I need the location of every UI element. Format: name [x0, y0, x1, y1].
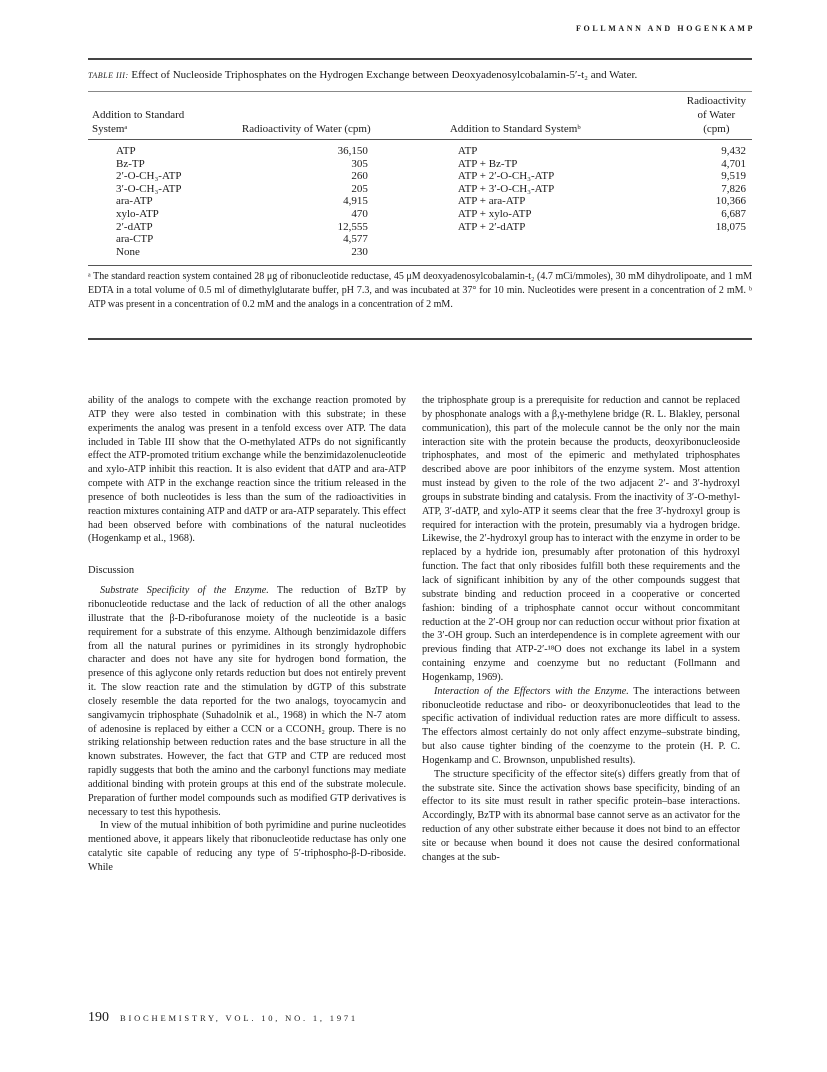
section-heading: Discussion [88, 565, 135, 577]
table-cell: 260 [351, 170, 368, 183]
table-cell: 10,366 [715, 195, 746, 208]
table-cell [420, 246, 627, 263]
body-paragraph: ability of the analogs to compete with the exchange reaction promoted by ATP they were also tested in combination with this substrate; in these experiments the analog was present in a tenfold excess over ATP. The data included in Table III show that the O-methylated ATPs do not significantly effect the ATP-promoted tritium exchange while the benzimidazolenucleotide and xylo-ATP inhibit this reaction. It is also evident that dATP and ara-ATP compete with ATP in the exchange reaction since the tritium released in the presence of both nucleotides is less than the sum of the radioactivities in reaction mixtures containing ATP and dATP or ara-ATP separately. This effect had been observed before with combinations of the natural nucleotides (Hogenkamp et al., 1968). [88, 395, 406, 545]
running-head: FOLLMANN AND HOGENKAMP [576, 24, 755, 33]
table-cell: 230 [351, 245, 368, 258]
table-cell: ATP [457, 145, 478, 157]
table-cell: 4,915 [343, 195, 368, 208]
body-paragraph: The structure specificity of the effector site(s) differs greatly from that of the substrate site. Since the activation shows base specificity, binding of an effector to its site must result in rather specific protein–base interactions. Accordingly, BzTP with its abnormal base cannot serve as an activator for the reduction of any other substrate either because it does not bind to an effector site or because when bound it does not cause the desired conformational changes at the sub- [422, 768, 740, 863]
table-top-rule [88, 91, 752, 92]
table-row [88, 158, 752, 171]
run-in-heading: Substrate Specificity of the Enzyme. [100, 585, 269, 597]
table-cell: xylo-ATP [116, 207, 159, 220]
table-cell: 36,150 [337, 145, 368, 157]
top-rule [88, 58, 752, 60]
table-cell: 305 [351, 157, 368, 170]
paragraph-text: The reduction of BzTP by ribonucleotide reductase and the lack of reduction of all the other analogs illustrate that the β-D-ribofuranose moiety of the nucleotide is a basic requirement for a substrate of this enzyme. Although benzimidazole differs from all the natural purines or pyrimidines in its strongly hydrophobic character and does not have any site for hydrogen bond formation, the presence of this aglycone only retards reduction but does not entirely prevent it. The slow reaction rate and the stimulation by dGTP of this substrate closely resemble the data reported for the two analogs, toyocamycin and sangivamycin triphosphate (Suhadolnik et al., 1968) in which the N-7 atom of adenosine is replaced by either a CCN or a CCONH₂ group. There is no striking relationship between reduction rates and the base structure in all the known substrates. However, the fact that GTP and CTP are reduced most rapidly suggests that both the amino and the carbonyl functions may mediate additional binding with protein groups at this end of the substrate molecule. Preparation of further model compounds such as modified GTP derivatives is necessary to test this hypothesis. [88, 585, 406, 818]
page-number: 190 [88, 1010, 109, 1025]
table-cell: 3′-O-CH₃-ATP [116, 182, 182, 195]
table-row [88, 208, 752, 221]
left-column [88, 394, 406, 875]
table-cell: ara-ATP [116, 195, 153, 208]
column-header: Radioactivity of Water (cpm) [627, 94, 752, 140]
table-cell: None [116, 245, 140, 258]
table-cell: ATP + xylo-ATP [457, 207, 532, 220]
body-paragraph: In view of the mutual inhibition of both pyrimidine and purine nucleotides mentioned above, it appears likely that ribonucleotide reductase has only one catalytic site capable of reducing any type of 5′-triphospho-β-D-riboside. While [88, 820, 406, 873]
table-cell: 470 [351, 207, 368, 220]
table-cell: 4,577 [343, 233, 368, 246]
table-cell: 7,826 [721, 182, 746, 195]
table-label: TABLE III: [88, 71, 129, 80]
table-cell: ATP + 2′-O-CH₃-ATP [457, 170, 555, 183]
table-cell: 12,555 [337, 220, 368, 233]
table-cell: 9,519 [721, 170, 746, 183]
table-cell: 6,687 [721, 207, 746, 220]
column-header: Addition to Standard Systemᵇ [420, 94, 627, 140]
table-cell: ATP + 2′-dATP [457, 220, 526, 233]
table-row [88, 246, 752, 263]
paragraph-text: The interactions between ribonucleotide reductase and ribo- or deoxyribonucleotides that lead to the specific activation of individual reduction rates are more difficult to assess. The effectors almost certainly do not only affect enzyme–substrate binding, but also cause tighter binding of the coenzyme to the protein (H. P. C. Hogenkamp and C. Brownson, unpublished results). [422, 685, 740, 766]
table-cell [627, 233, 752, 246]
journal-citation: BIOCHEMISTRY, VOL. 10, NO. 1, 1971 [120, 1013, 358, 1023]
body-paragraph: the triphosphate group is a prerequisite for reduction and cannot be replaced by phosphonate analogs with a β,γ-methylene bridge (R. L. Blakley, personal communication), this part of the molecule cannot be the only nor the main interaction site with the protein because the products, deoxyribonucleoside triphosphates, and most of the epimeric and methylated triphosphates described above are poor inhibitors of the enzyme system. Most attention must instead by given to the role of the two adjacent 2′- and 3′-hydroxyl groups in substrate binding and catalysis. From the inactivity of 3′-O-methyl-ATP, 3′-dATP, and xylo-ATP it seems clear that the free 3′-hydroxyl group is required for interaction with the protein, presumably via a hydrogen bridge. Likewise, the 2′-hydroxyl group has to interact with the enzyme in order to be replaced by a hydride ion, presumably after protonation of this hydroxyl function. The fact that only ribosides fulfill both these requirements and the lack of significant inhibition by any of the other compounds suggest that substrate binding and reduction proceed in a cooperative or concerted fashion: binding of a triphosphate cannot occur without concommitant reduction at the 2′-OH group nor can reduction occur without prior fixation at the 3′-OH group. Such an interdependence is in complete agreement with our previous finding that ATP-2′-¹⁸O does not exchange its label in a system containing enzyme and coenzyme but no reductant (Follmann and Hogenkamp, 1969). [422, 395, 740, 683]
table-cell [627, 246, 752, 263]
table-cell: 9,432 [721, 145, 746, 157]
table-row [88, 233, 752, 246]
table-row [88, 221, 752, 234]
table-title: Effect of Nucleoside Triphosphates on the Hydrogen Exchange between Deoxyadenosylcobalamin-5′-t₂ and Water. [131, 69, 638, 81]
table-footnote: ᵃ The standard reaction system contained 28 μg of ribonucleotide reductase, 45 μM deoxyadenosylcobalamin-t₂ (4.7 mCi/mmoles), 30 mM dihydrolipoate, and 1 mM EDTA in a total volume of 0.5 ml of dimethylglutarate buffer, pH 7.3, and was incubated at 37° for 10 min. Nucleotides were present in a concentration of 2 mM. ᵇ ATP was present in a concentration of 0.2 mM and the analogs in a concentration of 2 mM. [88, 271, 752, 310]
table-header-row [88, 94, 752, 140]
page-footer [88, 1010, 358, 1026]
table-cell: 18,075 [715, 220, 746, 233]
table-cell: Bz-TP [116, 157, 145, 170]
right-column [422, 394, 740, 865]
column-header: Radioactivity of Water (cpm) [215, 94, 420, 140]
body-paragraph [422, 685, 740, 768]
table-cell: ATP + ara-ATP [457, 195, 526, 208]
run-in-heading: Interaction of the Effectors with the Enzyme. [434, 685, 629, 697]
table-cell: 2′-O-CH₃-ATP [116, 170, 182, 183]
table-cell: ATP [116, 145, 136, 157]
table-row [88, 183, 752, 196]
table-cell: 2′-dATP [116, 220, 153, 233]
table-row [88, 140, 752, 158]
table-cell: ATP + Bz-TP [457, 157, 518, 170]
table-row [88, 170, 752, 183]
table-row [88, 195, 752, 208]
body-paragraph [88, 584, 406, 819]
column-header: Addition to Standard Systemᵃ [88, 94, 215, 140]
data-table [88, 94, 752, 262]
table-cell: ara-CTP [116, 233, 154, 246]
table-cell: ATP + 3′-O-CH₃-ATP [457, 182, 555, 195]
table-caption [88, 68, 752, 83]
table-bottom-rule [88, 265, 752, 266]
table-cell: 205 [351, 182, 368, 195]
section-rule [88, 338, 752, 340]
table-cell [420, 233, 627, 246]
table-cell: 4,701 [721, 157, 746, 170]
